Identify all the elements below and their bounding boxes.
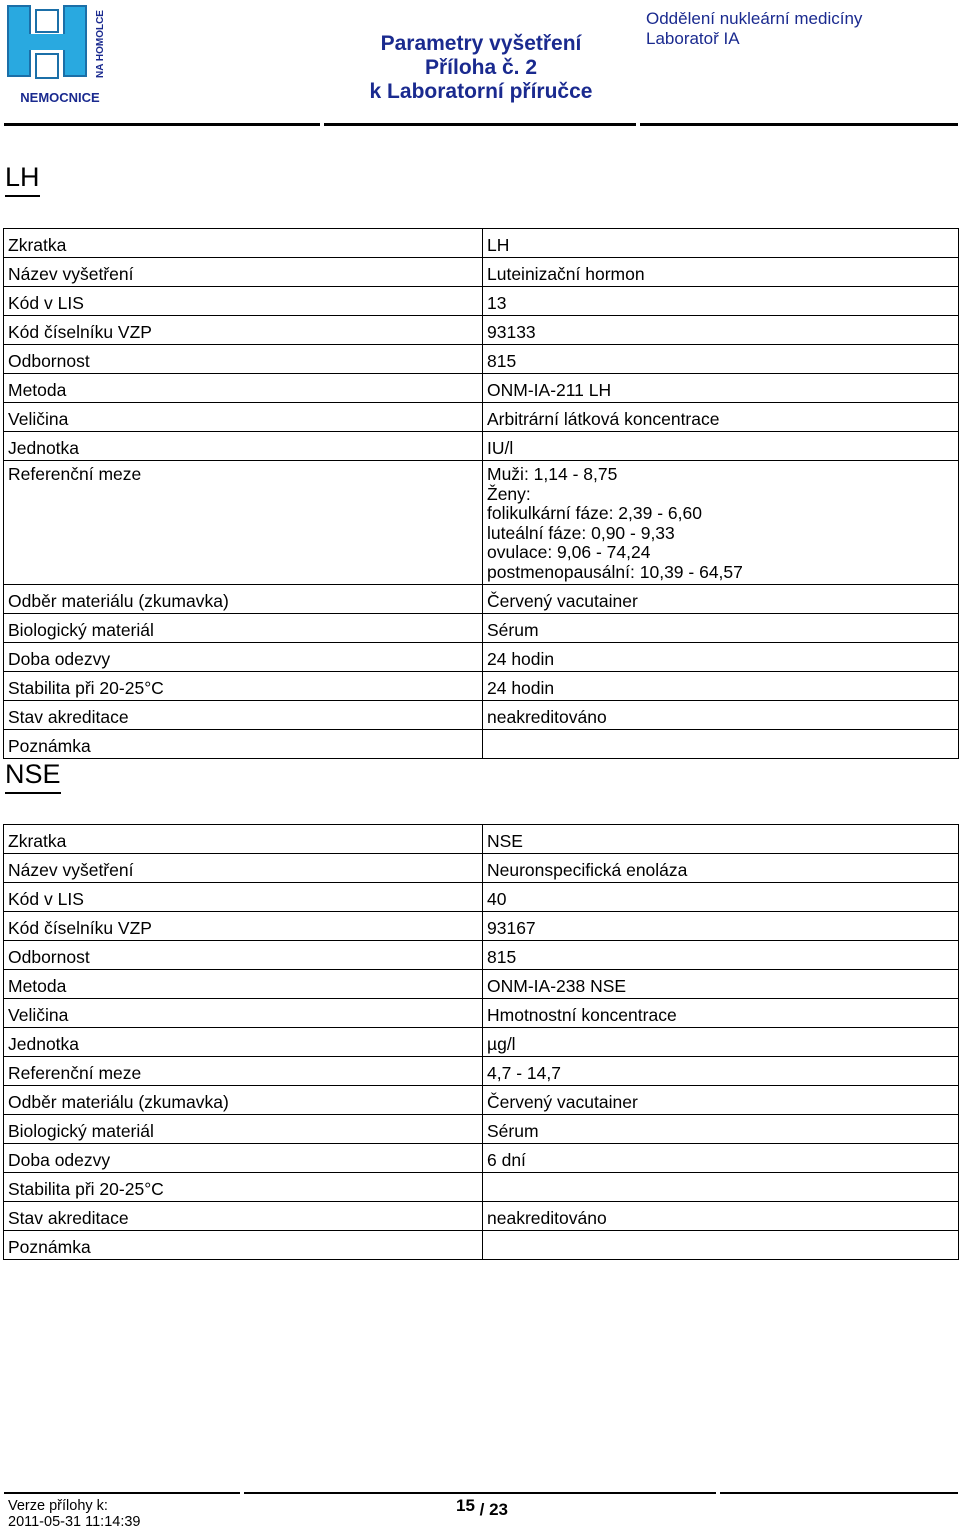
table-row — [4, 941, 959, 970]
table-row — [4, 403, 959, 432]
page-total: / 23 — [479, 1500, 509, 1519]
param-label: Doba odezvy — [4, 1144, 483, 1173]
param-value: 4,7 - 14,7 — [483, 1057, 959, 1086]
param-label: Metoda — [4, 970, 483, 999]
table-row — [4, 1202, 959, 1231]
param-value: 24 hodin — [483, 643, 959, 672]
section-title-nse: NSE — [5, 759, 61, 794]
svg-text:NA HOMOLCE: NA HOMOLCE — [95, 10, 106, 78]
param-label: Kód číselníku VZP — [4, 912, 483, 941]
param-value: IU/l — [483, 432, 959, 461]
table-row — [4, 825, 959, 854]
param-value: 815 — [483, 345, 959, 374]
table-row — [4, 287, 959, 316]
param-value: Hmotnostní koncentrace — [483, 999, 959, 1028]
reference-range-line: folikulkární fáze: 2,39 - 6,60 — [487, 503, 702, 523]
footer-divider — [4, 1492, 240, 1494]
param-label: Kód v LIS — [4, 883, 483, 912]
svg-text:NEMOCNICE: NEMOCNICE — [20, 90, 100, 105]
param-label: Kód číselníku VZP — [4, 316, 483, 345]
reference-range-line: luteální fáze: 0,90 - 9,33 — [487, 522, 675, 543]
param-label: Referenční meze — [4, 461, 483, 585]
table-row — [4, 730, 959, 759]
table-row — [4, 374, 959, 403]
param-label: Poznámka — [4, 1231, 483, 1260]
header-divider — [4, 123, 320, 126]
param-value: neakreditováno — [483, 1202, 959, 1231]
param-value: NSE — [483, 825, 959, 854]
version-info — [8, 1498, 141, 1530]
table-row — [4, 1173, 959, 1202]
table-row — [4, 854, 959, 883]
param-value: neakreditováno — [483, 701, 959, 730]
param-value: 6 dní — [483, 1144, 959, 1173]
footer-divider — [244, 1492, 716, 1494]
reference-range-line: Muži: 1,14 - 8,75 — [487, 464, 618, 484]
page-number — [456, 1496, 509, 1520]
parameter-table-nse — [3, 824, 959, 1260]
param-value: Neuronspecifická enoláza — [483, 854, 959, 883]
param-value: 40 — [483, 883, 959, 912]
reference-range-line: Ženy: — [487, 483, 531, 504]
table-row — [4, 1144, 959, 1173]
param-label: Veličina — [4, 999, 483, 1028]
param-label: Stabilita při 20-25°C — [4, 1173, 483, 1202]
param-label: Biologický materiál — [4, 1115, 483, 1144]
param-label: Jednotka — [4, 1028, 483, 1057]
param-value: µg/l — [483, 1028, 959, 1057]
param-value: 24 hodin — [483, 672, 959, 701]
page-current: 15 — [456, 1496, 475, 1515]
table-row — [4, 345, 959, 374]
table-row — [4, 1231, 959, 1260]
param-value: Arbitrární látková koncentrace — [483, 403, 959, 432]
document-title — [340, 32, 622, 104]
title-line-3: k Laboratorní příručce — [369, 80, 593, 103]
param-value: Sérum — [483, 1115, 959, 1144]
param-label: Biologický materiál — [4, 614, 483, 643]
param-label: Doba odezvy — [4, 643, 483, 672]
table-row — [4, 1057, 959, 1086]
param-label: Odběr materiálu (zkumavka) — [4, 1086, 483, 1115]
param-value: 13 — [483, 287, 959, 316]
table-row — [4, 1086, 959, 1115]
param-value: LH — [483, 229, 959, 258]
hospital-logo — [2, 2, 118, 110]
table-row — [4, 432, 959, 461]
param-value: ONM-IA-238 NSE — [483, 970, 959, 999]
section-title-lh: LH — [5, 162, 40, 197]
param-value: 815 — [483, 941, 959, 970]
param-label: Stav akreditace — [4, 701, 483, 730]
param-label: Název vyšetření — [4, 854, 483, 883]
param-label: Veličina — [4, 403, 483, 432]
table-row — [4, 614, 959, 643]
table-row — [4, 1028, 959, 1057]
param-label: Referenční meze — [4, 1057, 483, 1086]
param-value: Červený vacutainer — [483, 1086, 959, 1115]
version-label: Verze přílohy k: — [8, 1498, 108, 1514]
table-row — [4, 883, 959, 912]
param-label: Jednotka — [4, 432, 483, 461]
title-line-1: Parametry vyšetření — [380, 32, 582, 55]
table-row — [4, 999, 959, 1028]
param-value: Luteinizační hormon — [483, 258, 959, 287]
parameter-table-lh — [3, 228, 959, 759]
param-label: Kód v LIS — [4, 287, 483, 316]
param-label: Název vyšetření — [4, 258, 483, 287]
footer-divider — [720, 1492, 958, 1494]
reference-range-line: postmenopausální: 10,39 - 64,57 — [487, 561, 743, 582]
table-row — [4, 672, 959, 701]
table-row — [4, 229, 959, 258]
param-value: 93167 — [483, 912, 959, 941]
department-name: Oddělení nukleární medicíny — [646, 9, 863, 28]
table-row — [4, 316, 959, 345]
param-value — [483, 730, 959, 759]
version-date: 2011-05-31 11:14:39 — [8, 1514, 141, 1530]
param-value — [483, 1231, 959, 1260]
header-divider — [640, 123, 958, 126]
table-row — [4, 912, 959, 941]
param-value: 93133 — [483, 316, 959, 345]
table-row — [4, 970, 959, 999]
table-row — [4, 461, 959, 585]
lab-name: Laboratoř IA — [646, 29, 740, 48]
table-row — [4, 258, 959, 287]
param-label: Zkratka — [4, 825, 483, 854]
param-label: Poznámka — [4, 730, 483, 759]
param-label: Odběr materiálu (zkumavka) — [4, 585, 483, 614]
table-row — [4, 1115, 959, 1144]
table-row — [4, 585, 959, 614]
param-label: Stabilita při 20-25°C — [4, 672, 483, 701]
table-row — [4, 701, 959, 730]
param-value — [483, 461, 959, 585]
param-label: Zkratka — [4, 229, 483, 258]
param-label: Stav akreditace — [4, 1202, 483, 1231]
param-value — [483, 1173, 959, 1202]
param-value: ONM-IA-211 LH — [483, 374, 959, 403]
table-row — [4, 643, 959, 672]
param-label: Odbornost — [4, 941, 483, 970]
reference-range-line: ovulace: 9,06 - 74,24 — [487, 542, 651, 562]
param-value: Červený vacutainer — [483, 585, 959, 614]
param-value: Sérum — [483, 614, 959, 643]
header-divider — [324, 123, 636, 126]
param-label: Odbornost — [4, 345, 483, 374]
param-label: Metoda — [4, 374, 483, 403]
title-line-2: Příloha č. 2 — [424, 56, 538, 79]
department-info — [646, 9, 862, 49]
